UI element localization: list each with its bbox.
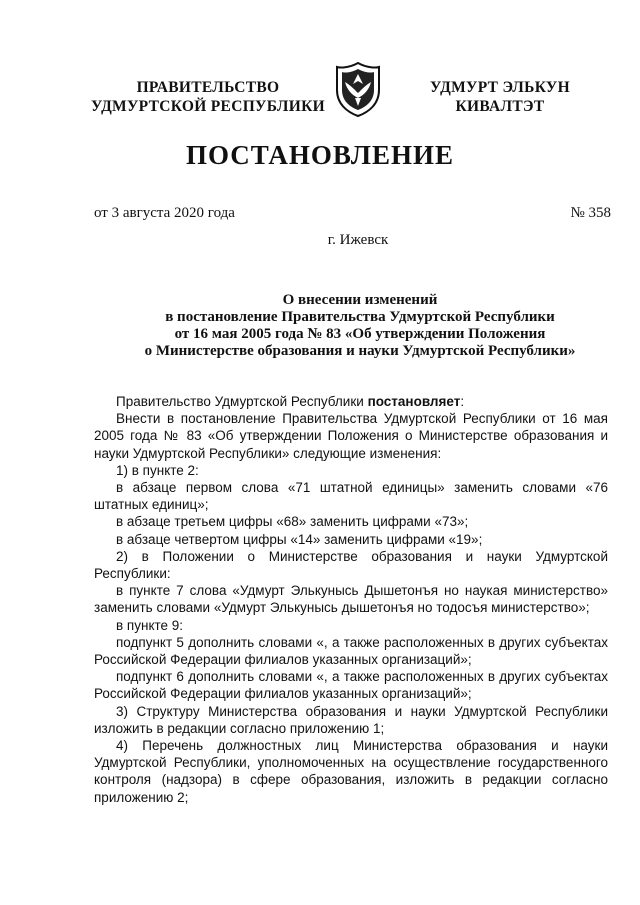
body-paragraph: подпункт 5 дополнить словами «, а также расположенных в других субъектах Российской Федерации филиалов указанных организаций»; (94, 634, 608, 668)
body-paragraph: 1) в пункте 2: (116, 462, 199, 478)
document-subject (70, 292, 640, 360)
header-right-line2: КИВАЛТЭТ (455, 98, 545, 115)
body-paragraph: в абзаце четвертом цифры «14» заменить цифрами «19»; (116, 531, 483, 547)
document-body (94, 393, 608, 806)
body-paragraph-preamble (94, 393, 608, 410)
body-paragraph: в пункте 7 слова «Удмурт Элькунысь Дышетонъя но наукая министерство» заменить словами «Удмурт Элькунысь дышетонъя но тодосъя министерство»; (94, 583, 608, 616)
subject-line3: от 16 мая 2005 года № 83 «Об утверждении Положения (174, 326, 546, 342)
header-right-line1: УДМУРТ ЭЛЬКУН (430, 79, 570, 96)
document-number: № 358 (570, 205, 611, 221)
body-paragraph: в абзаце первом слова «71 штатной единицы» заменить словами «76 штатных единиц»; (94, 480, 608, 513)
header-left-line2: УДМУРТСКОЙ РЕСПУБЛИКИ (90, 98, 325, 115)
preamble-text: Правительство Удмуртской Республики (116, 394, 368, 409)
preamble-colon: : (460, 394, 465, 409)
body-paragraph: 3) Структуру Министерства образования и науки Удмуртской Республики изложить в редакции согласно приложению 1; (94, 703, 608, 736)
document-city: г. Ижевск (327, 232, 389, 248)
header-left-line1: ПРАВИТЕЛЬСТВО (136, 79, 280, 96)
body-paragraph: 4) Перечень должностных лиц Министерства образования и науки Удмуртской Республики, уполномоченных на осуществление государственного контроля (надзора) в сфере образования, изложить в редакции согласно приложению 2; (94, 738, 608, 805)
body-paragraph: в абзаце третьем цифры «68» заменить цифрами «73»; (116, 514, 469, 530)
body-paragraph: в пункте 9: (116, 617, 184, 633)
preamble-verb: постановляет (367, 394, 461, 409)
document-title: ПОСТАНОВЛЕНИЕ (185, 140, 455, 170)
subject-line4: о Министерстве образования и науки Удмуртской Республики» (144, 343, 576, 359)
document-date: от 3 августа 2020 года (94, 205, 235, 221)
header-left-authority (88, 78, 328, 116)
body-paragraph: 2) в Положении о Министерстве образования и науки Удмуртской Республики: (94, 548, 608, 582)
udmurt-coat-of-arms-icon (333, 60, 383, 118)
subject-line1: О внесении изменений (282, 292, 438, 308)
header-right-authority (405, 78, 595, 116)
subject-line2: в постановление Правительства Удмуртской Республики (165, 309, 555, 325)
body-paragraph: подпункт 6 дополнить словами «, а также расположенных в других субъектах Российской Федерации филиалов указанных организаций»; (94, 669, 608, 702)
body-paragraph: Внести в постановление Правительства Удмуртской Республики от 16 мая 2005 года № 83 «Об утверждении Положения о Министерстве образования и науки Удмуртской Республики» следующие изменения: (94, 411, 608, 461)
